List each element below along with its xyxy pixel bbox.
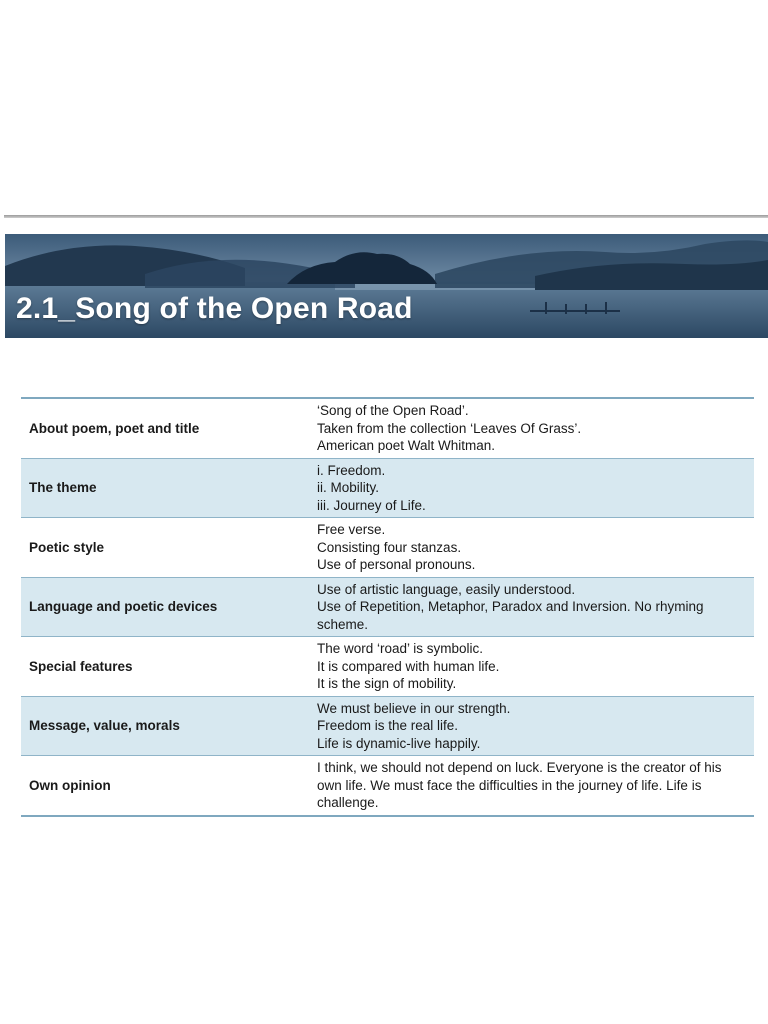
table-row [21, 637, 754, 697]
row-content [309, 577, 754, 637]
top-divider [4, 215, 768, 218]
content-line: Freedom is the real life. [317, 718, 459, 733]
row-content [309, 756, 754, 816]
row-content [309, 637, 754, 697]
row-content [309, 696, 754, 756]
content-line: American poet Walt Whitman. [317, 438, 496, 453]
content-line: I think, we should not depend on luck. Everyone is the creator of his own life. We must face the difficulties in the journey of life. Life is challenge. [317, 760, 722, 810]
content-line: The word ‘road’ is symbolic. [317, 641, 484, 656]
row-label: Message, value, morals [21, 696, 309, 756]
table-row [21, 518, 754, 578]
content-line: We must believe in our strength. [317, 700, 511, 716]
content-line: i. Freedom. [317, 462, 386, 478]
content-line: Use of personal pronouns. [317, 557, 476, 572]
row-label: Special features [21, 637, 309, 697]
poem-summary-table [21, 397, 754, 817]
table-row [21, 398, 754, 458]
row-content [309, 518, 754, 578]
content-line: Use of Repetition, Metaphor, Paradox and Inversion. No rhyming scheme. [317, 599, 704, 632]
slide-title: 2.1_Song of the Open Road [16, 292, 413, 325]
row-content [309, 398, 754, 458]
row-label: The theme [21, 458, 309, 518]
table-row [21, 577, 754, 637]
row-content [309, 458, 754, 518]
content-line: Life is dynamic-live happily. [317, 735, 481, 751]
content-line: iii. Journey of Life. [317, 497, 426, 513]
row-label: Poetic style [21, 518, 309, 578]
row-label: About poem, poet and title [29, 420, 200, 436]
table-row [21, 756, 754, 816]
table-row [21, 696, 754, 756]
table-body [21, 398, 754, 816]
content-line: ii. Mobility. [317, 480, 380, 495]
content-line: Use of artistic language, easily understood. [317, 581, 576, 597]
content-line: Taken from the collection ‘Leaves Of Grass’. [317, 420, 582, 436]
table-row [21, 458, 754, 518]
content-line: Consisting four stanzas. [317, 539, 462, 555]
title-banner [5, 234, 768, 338]
content-line: It is compared with human life. [317, 658, 500, 674]
content-line: It is the sign of mobility. [317, 676, 457, 691]
row-label: Language and poetic devices [21, 577, 309, 637]
content-line: ‘Song of the Open Road’. [317, 403, 469, 418]
content-line: Free verse. [317, 522, 386, 537]
row-label: Own opinion [21, 756, 309, 816]
